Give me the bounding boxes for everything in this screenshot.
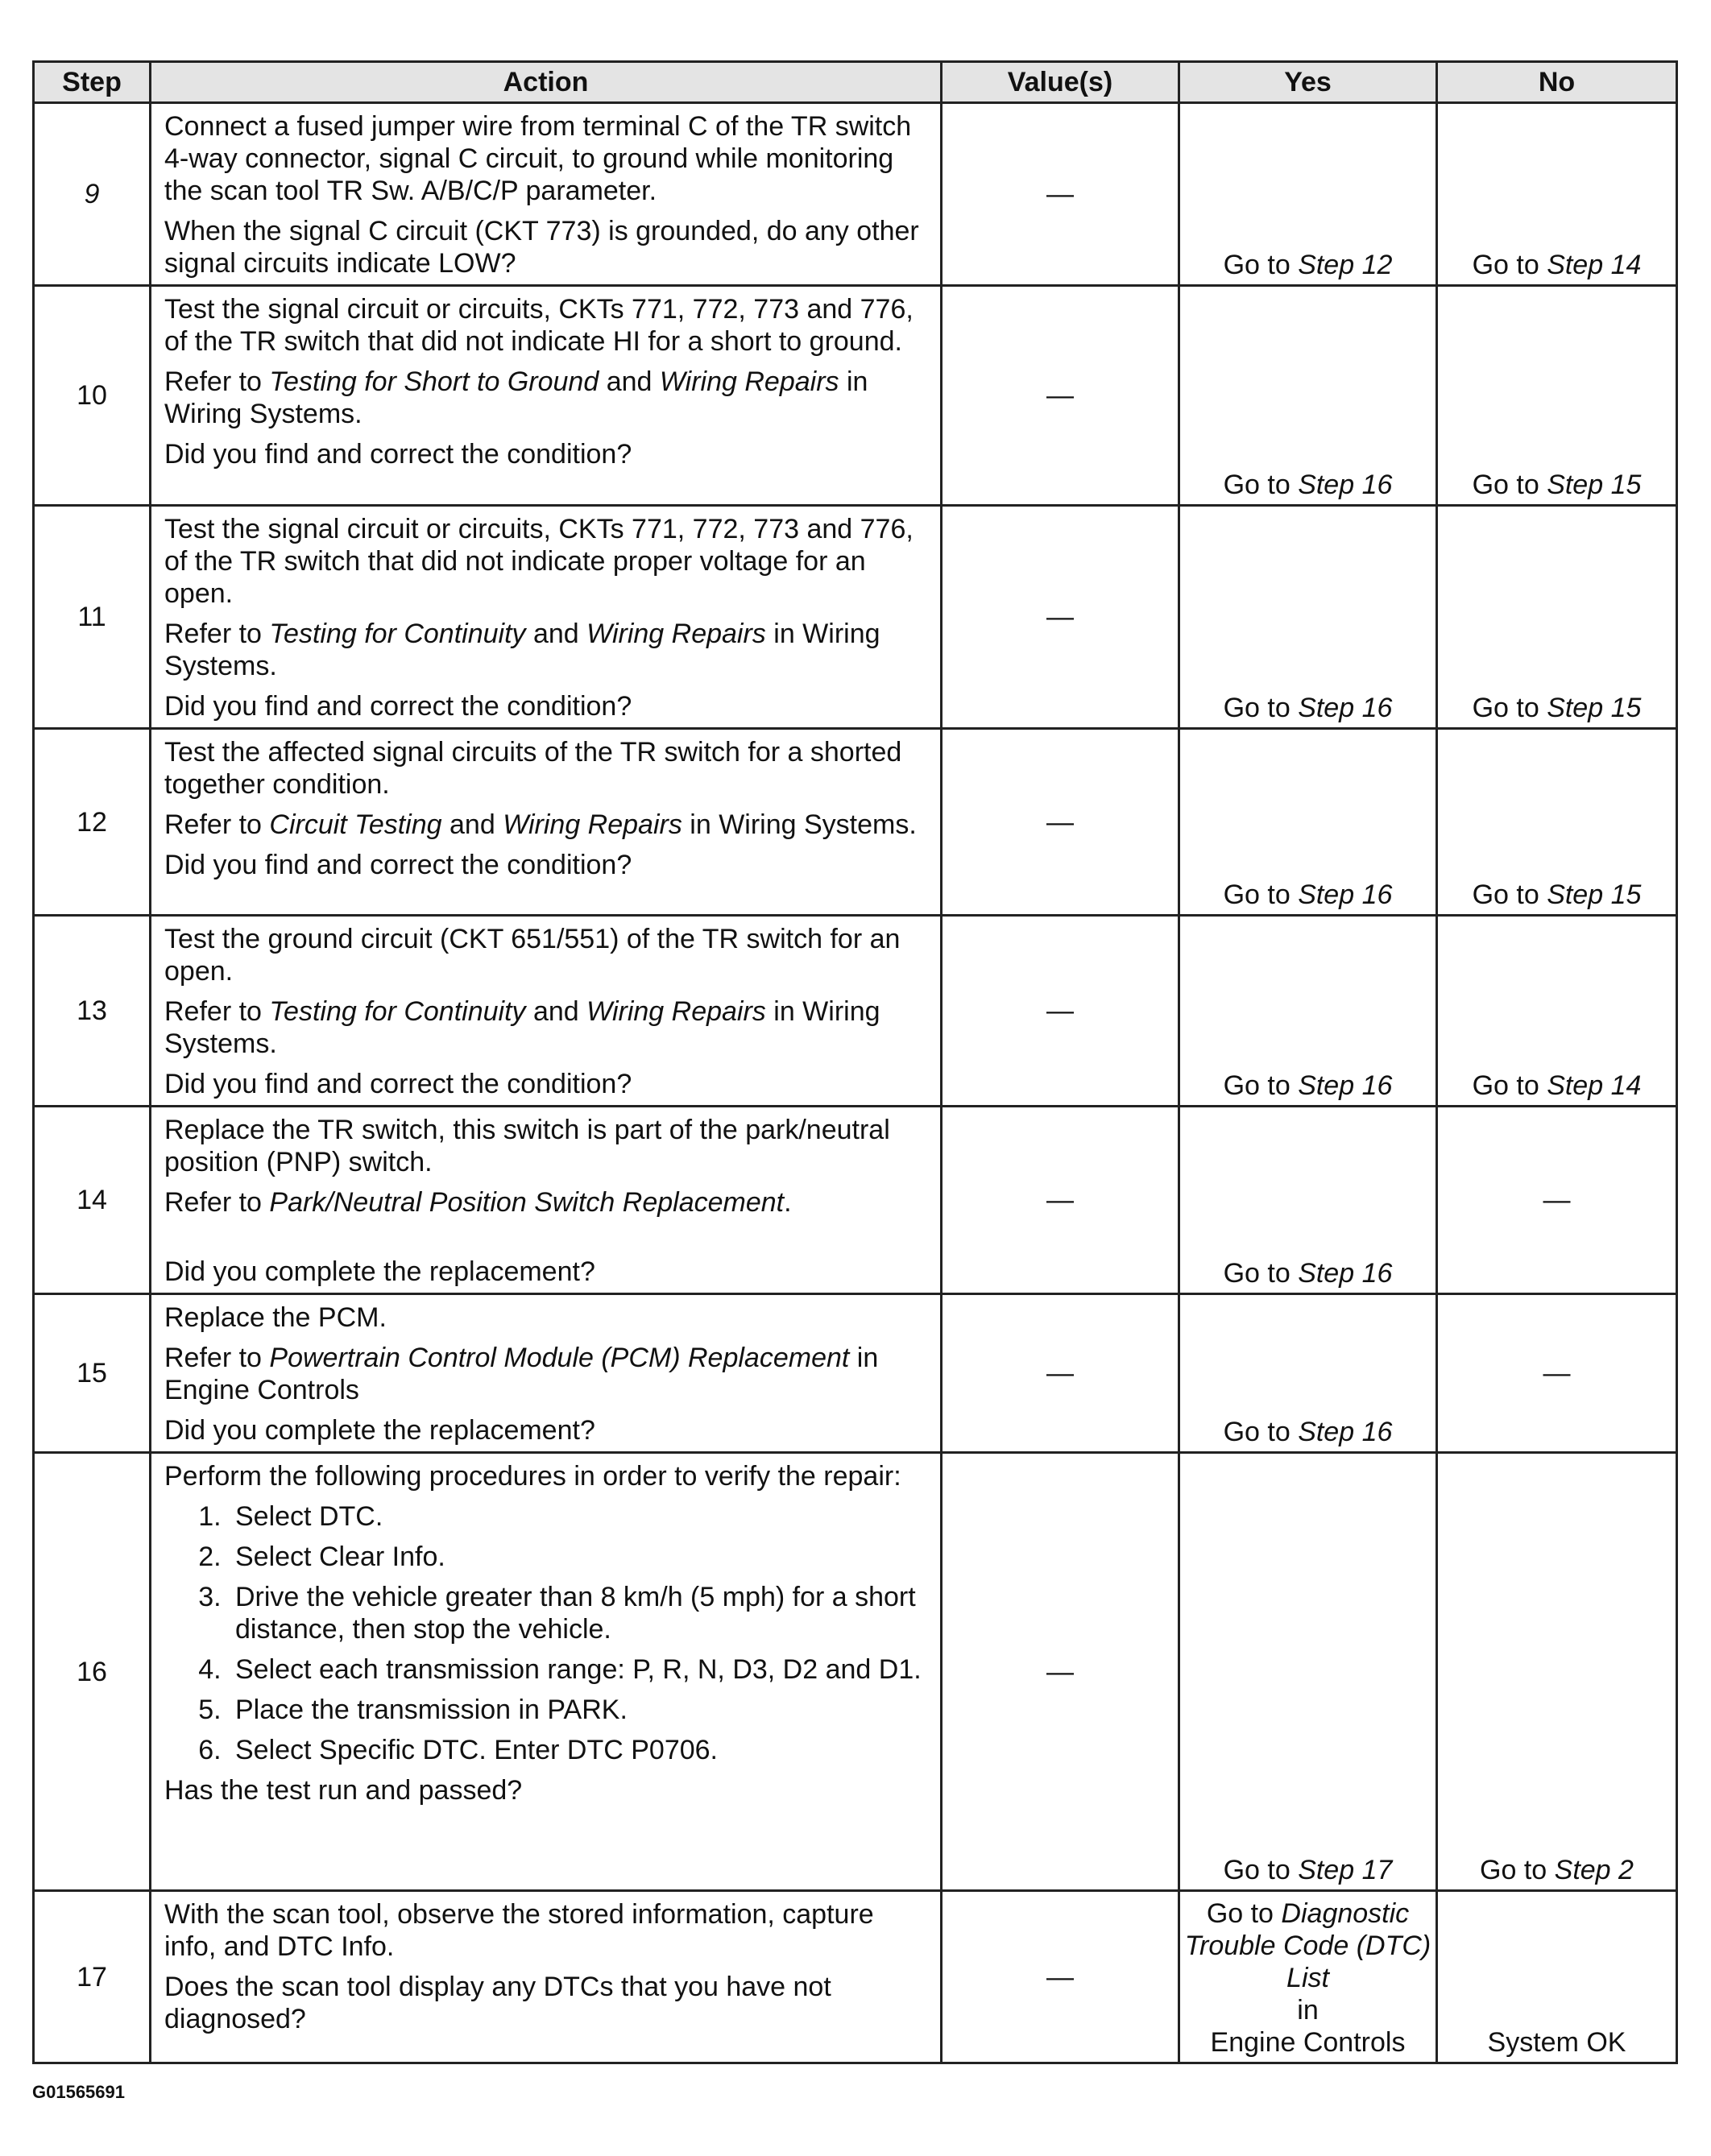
step-number: 12 bbox=[34, 729, 151, 916]
reference-link[interactable]: Testing for Continuity bbox=[269, 996, 526, 1027]
action-text: Test the signal circuit or circuits, CKTs 771, 772, 773 and 776, of the TR switch that did not indicate HI for a short to ground. bbox=[164, 294, 914, 357]
table-header-row bbox=[34, 62, 1677, 103]
no-cell: System OK bbox=[1437, 1891, 1677, 2063]
reference-link[interactable]: Testing for Short to Ground bbox=[269, 366, 599, 397]
figure-id: G01565691 bbox=[32, 2082, 125, 2102]
reference-link[interactable]: Park/Neutral Position Switch Replacement bbox=[269, 1187, 785, 1218]
yes-cell bbox=[1179, 1107, 1437, 1294]
procedure-item: 2. Select Clear Info. bbox=[229, 1541, 927, 1573]
refer-and: and bbox=[441, 809, 503, 840]
table-row bbox=[34, 916, 1677, 1107]
yes-cell bbox=[1179, 1891, 1437, 2063]
action-cell bbox=[151, 103, 942, 286]
yes-cell bbox=[1179, 916, 1437, 1107]
table-row bbox=[34, 286, 1677, 506]
value-cell: — bbox=[942, 1453, 1179, 1891]
refer-prefix: Refer to bbox=[164, 996, 270, 1027]
action-question: Did you complete the replacement? bbox=[164, 1256, 595, 1287]
no-cell bbox=[1437, 506, 1677, 729]
yes-step-link[interactable]: Step 17 bbox=[1298, 1855, 1393, 1885]
dtc-list-link[interactable]: Diagnostic Trouble Code (DTC) List bbox=[1184, 1898, 1431, 1993]
reference-link[interactable]: Circuit Testing bbox=[269, 809, 442, 840]
table-row bbox=[34, 506, 1677, 729]
yes-prefix: Go to bbox=[1223, 1258, 1299, 1289]
action-question: Did you find and correct the condition? bbox=[164, 691, 632, 722]
reference-link[interactable]: Wiring Repairs bbox=[586, 619, 766, 649]
action-cell bbox=[151, 729, 942, 916]
action-cell bbox=[151, 1891, 942, 2063]
no-step-link[interactable]: Step 15 bbox=[1547, 693, 1642, 723]
action-reference bbox=[164, 995, 927, 1060]
no-prefix: Go to bbox=[1472, 1070, 1547, 1101]
step-number: 14 bbox=[34, 1107, 151, 1294]
refer-prefix: Refer to bbox=[164, 1343, 270, 1373]
no-cell bbox=[1437, 103, 1677, 286]
action-text: Test the signal circuit or circuits, CKTs 771, 772, 773 and 776, of the TR switch that did not indicate proper voltage for an open. bbox=[164, 514, 914, 609]
action-text: Replace the PCM. bbox=[164, 1302, 387, 1333]
refer-suffix: in Wiring Systems. bbox=[682, 809, 917, 840]
refer-prefix: Refer to bbox=[164, 1187, 270, 1218]
reference-link[interactable]: Testing for Continuity bbox=[269, 619, 526, 649]
refer-suffix: . bbox=[784, 1187, 792, 1218]
value-cell: — bbox=[942, 1891, 1179, 2063]
action-question: Did you find and correct the condition? bbox=[164, 1069, 632, 1099]
procedure-item: 3. Drive the vehicle greater than 8 km/h (5 mph) for a short distance, then stop the vehicle. bbox=[229, 1581, 927, 1645]
yes-prefix: Go to bbox=[1223, 693, 1299, 723]
table-row bbox=[34, 1891, 1677, 2063]
step-number: 9 bbox=[34, 103, 151, 286]
table-row bbox=[34, 1107, 1677, 1294]
action-question: Did you find and correct the condition? bbox=[164, 439, 632, 470]
action-cell bbox=[151, 506, 942, 729]
refer-and: and bbox=[599, 366, 660, 397]
yes-cell bbox=[1179, 286, 1437, 506]
action-cell bbox=[151, 1453, 942, 1891]
value-cell: — bbox=[942, 729, 1179, 916]
value-cell: — bbox=[942, 103, 1179, 286]
step-number: 16 bbox=[34, 1453, 151, 1891]
step-number: 10 bbox=[34, 286, 151, 506]
action-cell bbox=[151, 1107, 942, 1294]
action-cell bbox=[151, 916, 942, 1107]
no-prefix: Go to bbox=[1472, 250, 1547, 280]
no-cell bbox=[1437, 1453, 1677, 1891]
action-question: Has the test run and passed? bbox=[164, 1775, 523, 1806]
action-text: Test the affected signal circuits of the TR switch for a shorted together condition. bbox=[164, 737, 902, 800]
action-text: Replace the TR switch, this switch is part of the park/neutral position (PNP) switch. bbox=[164, 1115, 890, 1177]
value-cell: — bbox=[942, 1294, 1179, 1453]
table-row bbox=[34, 103, 1677, 286]
value-cell: — bbox=[942, 916, 1179, 1107]
value-cell: — bbox=[942, 286, 1179, 506]
no-cell bbox=[1437, 916, 1677, 1107]
yes-step-link[interactable]: Step 16 bbox=[1298, 879, 1393, 910]
action-question: Did you find and correct the condition? bbox=[164, 850, 632, 880]
yes-step-link[interactable]: Step 16 bbox=[1298, 470, 1393, 500]
yes-in: in bbox=[1297, 1995, 1319, 2026]
yes-prefix: Go to bbox=[1223, 250, 1299, 280]
no-cell: — bbox=[1437, 1294, 1677, 1453]
no-step-link[interactable]: Step 15 bbox=[1547, 879, 1642, 910]
refer-suffix: in Engine Controls bbox=[164, 1343, 879, 1405]
no-step-link[interactable]: Step 14 bbox=[1547, 250, 1642, 280]
table-row bbox=[34, 729, 1677, 916]
table-row bbox=[34, 1294, 1677, 1453]
action-question: When the signal C circuit (CKT 773) is grounded, do any other signal circuits indicate LOW? bbox=[164, 216, 919, 279]
yes-step-link[interactable]: Step 16 bbox=[1298, 1417, 1393, 1447]
yes-cell bbox=[1179, 103, 1437, 286]
action-reference bbox=[164, 809, 927, 841]
yes-step-link[interactable]: Step 16 bbox=[1298, 1070, 1393, 1101]
reference-link[interactable]: Wiring Repairs bbox=[586, 996, 766, 1027]
action-text: With the scan tool, observe the stored information, capture info, and DTC Info. bbox=[164, 1899, 874, 1962]
step-number: 13 bbox=[34, 916, 151, 1107]
header-yes: Yes bbox=[1179, 62, 1437, 103]
no-prefix: Go to bbox=[1472, 693, 1547, 723]
diagnostic-table bbox=[32, 60, 1678, 2064]
yes-prefix: Go to bbox=[1223, 1417, 1299, 1447]
no-step-link[interactable]: Step 2 bbox=[1554, 1855, 1634, 1885]
step-number: 11 bbox=[34, 506, 151, 729]
yes-prefix: Go to bbox=[1223, 1070, 1299, 1101]
yes-suffix: Engine Controls bbox=[1210, 2027, 1406, 2058]
refer-suffix: in Wiring Systems. bbox=[164, 619, 880, 681]
procedure-item: 6. Select Specific DTC. Enter DTC P0706. bbox=[229, 1734, 927, 1766]
spacer bbox=[164, 1227, 927, 1256]
header-no: No bbox=[1437, 62, 1677, 103]
refer-prefix: Refer to bbox=[164, 619, 270, 649]
reference-link[interactable]: Wiring Repairs bbox=[503, 809, 682, 840]
action-reference bbox=[164, 618, 927, 682]
yes-step-link[interactable]: Step 12 bbox=[1298, 250, 1393, 280]
refer-prefix: Refer to bbox=[164, 366, 270, 397]
value-cell: — bbox=[942, 1107, 1179, 1294]
reference-link[interactable]: Wiring Repairs bbox=[659, 366, 839, 397]
yes-prefix: Go to bbox=[1223, 879, 1299, 910]
procedure-item: 4. Select each transmission range: P, R, N, D3, D2 and D1. bbox=[229, 1653, 927, 1686]
refer-and: and bbox=[525, 619, 587, 649]
step-number: 15 bbox=[34, 1294, 151, 1453]
procedure-list bbox=[164, 1500, 927, 1766]
yes-step-link[interactable]: Step 16 bbox=[1298, 693, 1393, 723]
yes-cell bbox=[1179, 1294, 1437, 1453]
table-row bbox=[34, 1453, 1677, 1891]
action-reference bbox=[164, 366, 927, 430]
no-prefix: Go to bbox=[1472, 879, 1547, 910]
action-text: Connect a fused jumper wire from terminal C of the TR switch 4-way connector, signal C circuit, to ground while monitoring the scan tool TR Sw. A/B/C/P parameter. bbox=[164, 111, 912, 206]
action-reference bbox=[164, 1342, 927, 1406]
yes-prefix: Go to bbox=[1206, 1898, 1282, 1929]
step-number: 17 bbox=[34, 1891, 151, 2063]
yes-step-link[interactable]: Step 16 bbox=[1298, 1258, 1393, 1289]
header-step: Step bbox=[34, 62, 151, 103]
header-action: Action bbox=[151, 62, 942, 103]
no-cell bbox=[1437, 729, 1677, 916]
action-question: Did you complete the replacement? bbox=[164, 1415, 595, 1446]
yes-cell bbox=[1179, 729, 1437, 916]
no-prefix: Go to bbox=[1472, 470, 1547, 500]
header-values: Value(s) bbox=[942, 62, 1179, 103]
refer-suffix: in Wiring Systems. bbox=[164, 996, 880, 1059]
refer-and: and bbox=[525, 996, 587, 1027]
procedure-item: 5. Place the transmission in PARK. bbox=[229, 1694, 927, 1726]
yes-prefix: Go to bbox=[1223, 470, 1299, 500]
refer-prefix: Refer to bbox=[164, 809, 270, 840]
yes-cell bbox=[1179, 506, 1437, 729]
no-step-link[interactable]: Step 15 bbox=[1547, 470, 1642, 500]
action-question: Does the scan tool display any DTCs that you have not diagnosed? bbox=[164, 1972, 831, 2034]
refer-suffix: in Wiring Systems. bbox=[164, 366, 868, 429]
no-cell: — bbox=[1437, 1107, 1677, 1294]
action-text: Test the ground circuit (CKT 651/551) of the TR switch for an open. bbox=[164, 924, 901, 987]
procedure-item: 1. Select DTC. bbox=[229, 1500, 927, 1533]
yes-prefix: Go to bbox=[1223, 1855, 1299, 1885]
no-prefix: Go to bbox=[1480, 1855, 1555, 1885]
action-cell bbox=[151, 1294, 942, 1453]
value-cell: — bbox=[942, 506, 1179, 729]
no-step-link[interactable]: Step 14 bbox=[1547, 1070, 1642, 1101]
no-cell bbox=[1437, 286, 1677, 506]
action-cell bbox=[151, 286, 942, 506]
yes-cell bbox=[1179, 1453, 1437, 1891]
reference-link[interactable]: Powertrain Control Module (PCM) Replacement bbox=[269, 1343, 850, 1373]
action-text: Perform the following procedures in order to verify the repair: bbox=[164, 1461, 901, 1492]
action-reference bbox=[164, 1186, 927, 1219]
